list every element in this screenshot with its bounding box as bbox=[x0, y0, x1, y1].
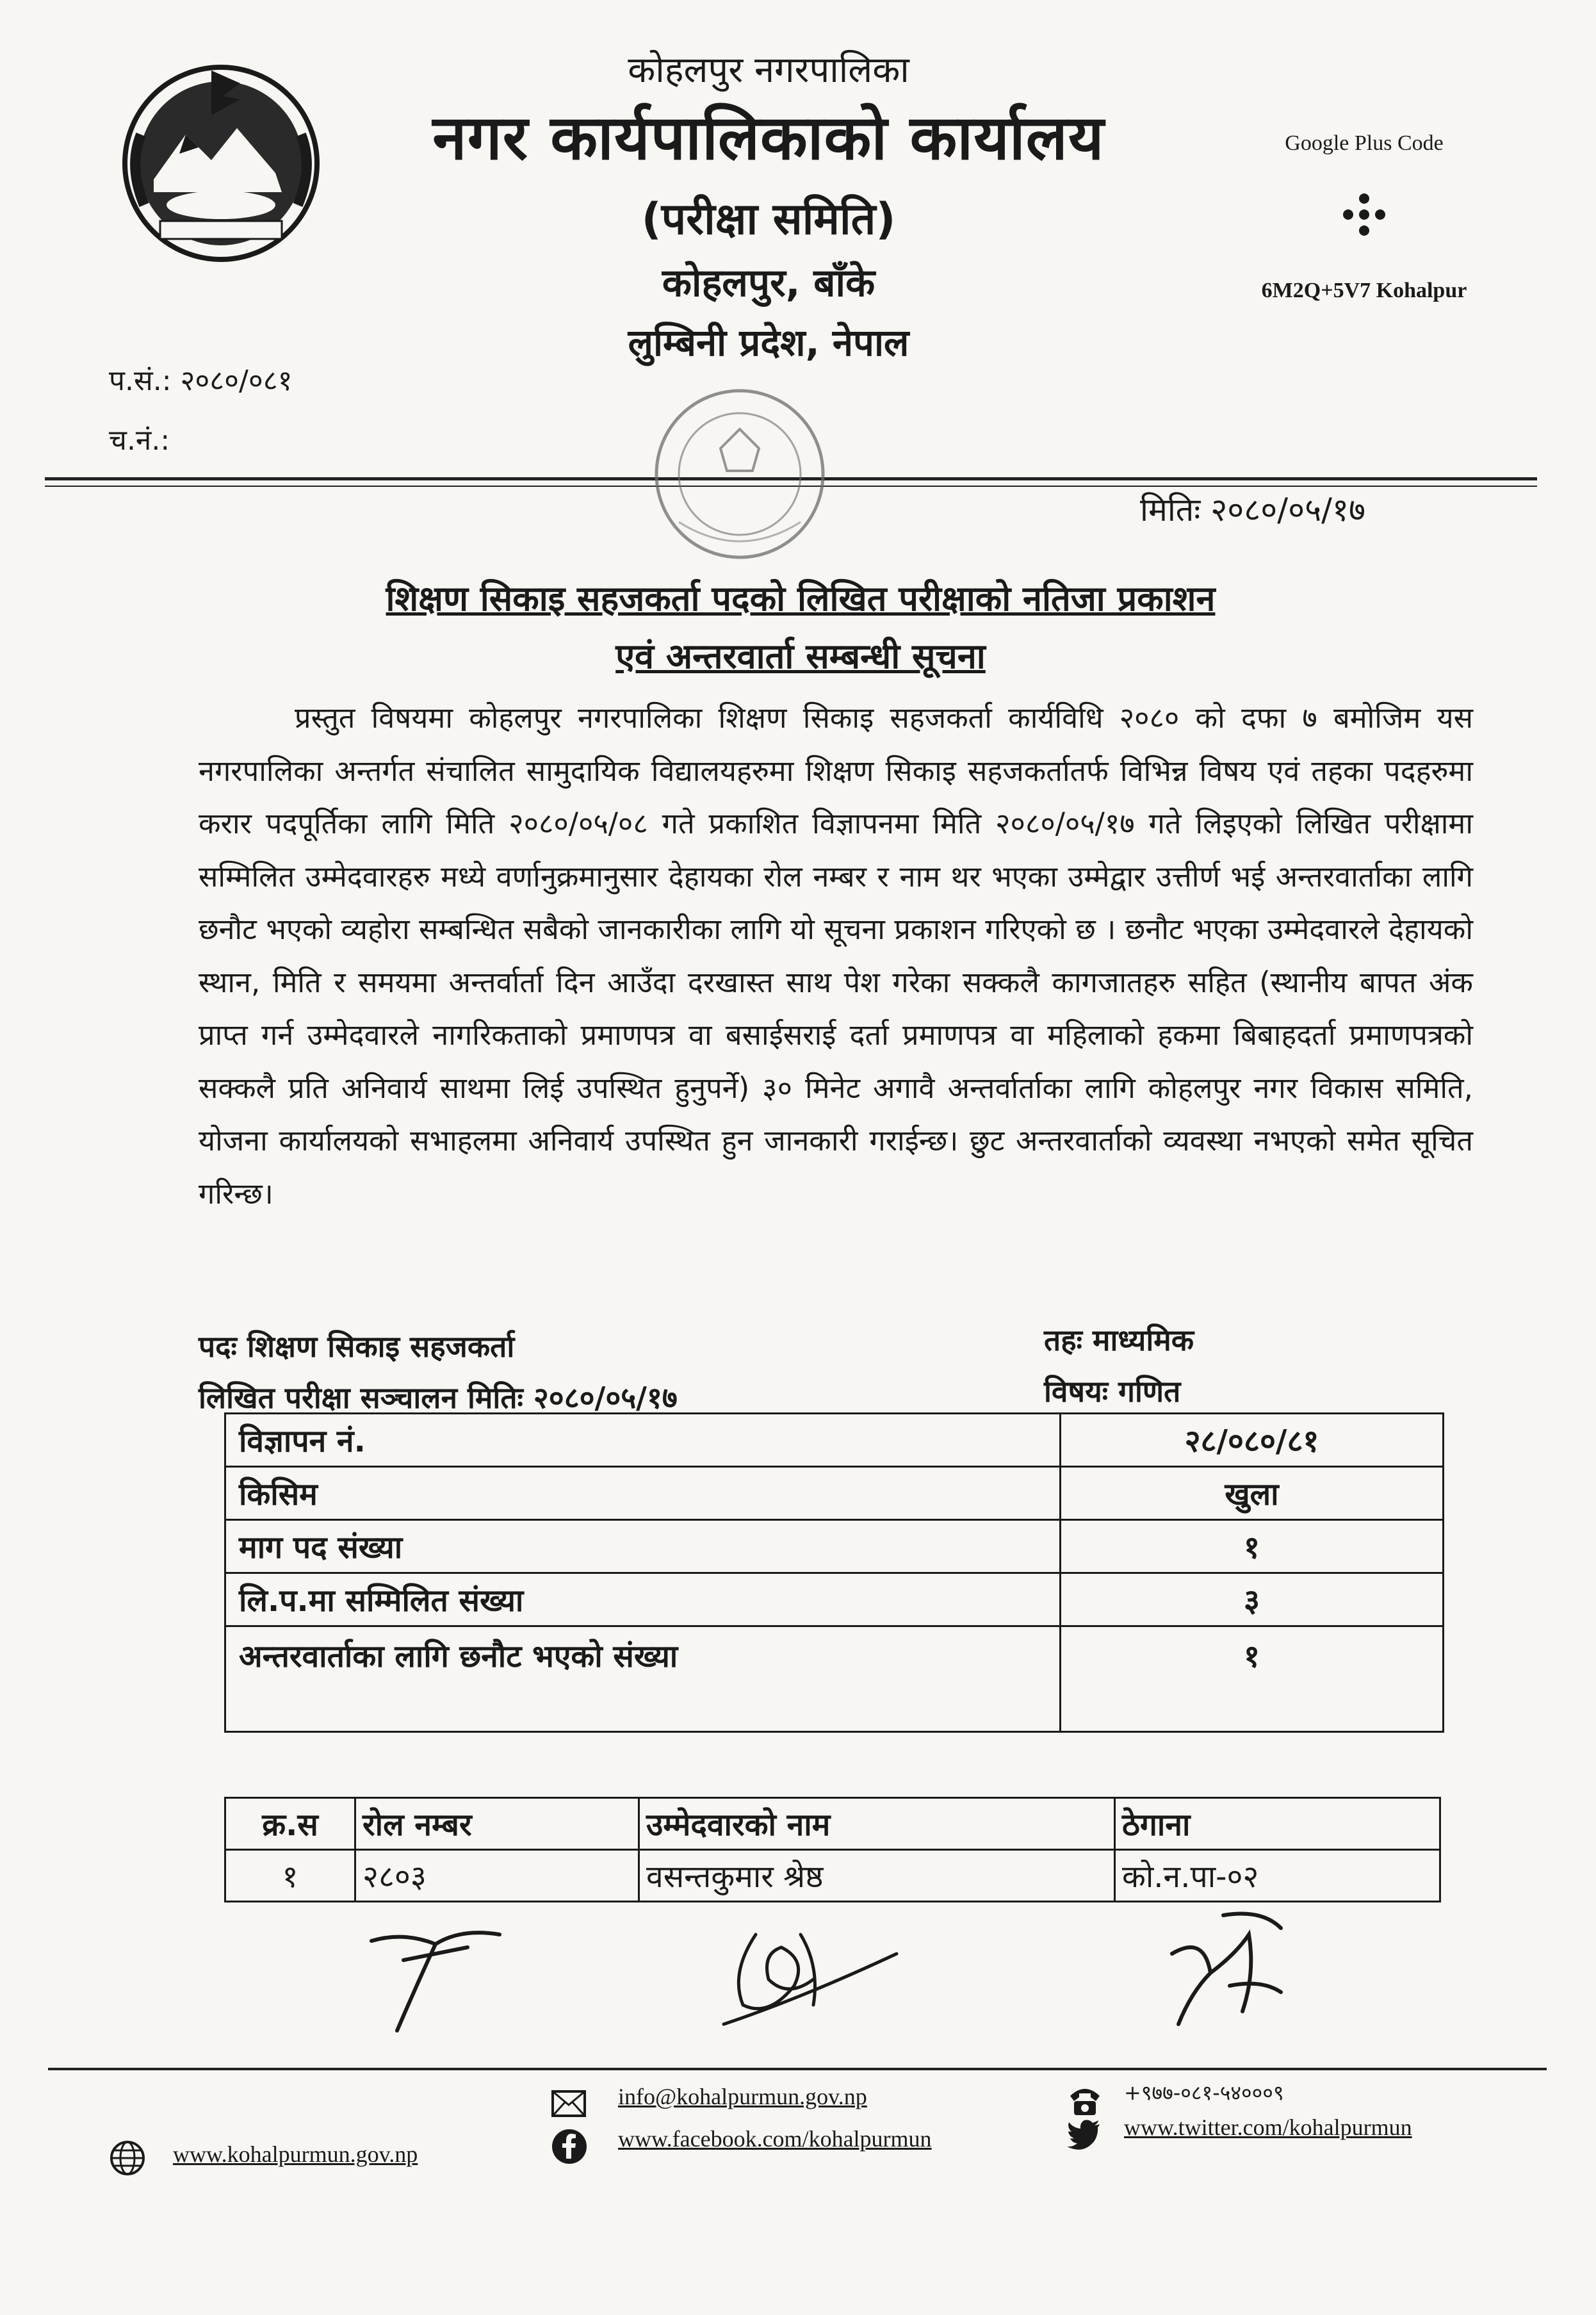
table-row bbox=[225, 1626, 1444, 1732]
letter-number: प.सं.: २०८०/०८१ bbox=[109, 364, 293, 397]
column-header: क्र.स bbox=[225, 1798, 355, 1850]
phone-icon bbox=[1066, 2082, 1103, 2119]
column-header: ठेगाना bbox=[1115, 1798, 1440, 1850]
phone-number: +९७७-०८१-५४०००९ bbox=[1124, 2081, 1284, 2105]
notice-date: मितिः २०८०/०५/१७ bbox=[1140, 491, 1365, 528]
mail-icon bbox=[551, 2090, 587, 2118]
office-stamp-icon bbox=[631, 378, 861, 570]
summary-value: २८/०८०/८१ bbox=[1061, 1414, 1444, 1467]
letterhead bbox=[359, 45, 1178, 372]
roll-number-cell: २८०३ bbox=[355, 1850, 639, 1902]
address-cell: को.न.पा-०२ bbox=[1115, 1850, 1440, 1902]
level-label: तहः माध्यमिक bbox=[1044, 1323, 1194, 1357]
post-label: पदः शिक्षण सिकाइ सहजकर्ता bbox=[199, 1329, 515, 1364]
table-row bbox=[225, 1467, 1444, 1520]
address-line-1: कोहलपुर, बाँके bbox=[662, 261, 875, 306]
address-line-2: लुम्बिनी प्रदेश, नेपाल bbox=[628, 321, 909, 364]
website-link[interactable]: www.kohalpurmun.gov.np bbox=[173, 2141, 418, 2167]
summary-value: १ bbox=[1061, 1626, 1444, 1732]
table-row bbox=[225, 1520, 1444, 1573]
plus-code: 6M2Q+5V7 Kohalpur bbox=[1261, 279, 1467, 302]
summary-value: खुला bbox=[1061, 1467, 1444, 1520]
summary-label: किसिम bbox=[225, 1467, 1061, 1520]
notice-title-line-1: शिक्षण सिकाइ सहजकर्ता पदको लिखित परीक्षाको नतिजा प्रकाशन bbox=[386, 578, 1216, 619]
table-row bbox=[225, 1850, 1440, 1902]
column-header: उम्मेदवारको नाम bbox=[639, 1798, 1115, 1850]
vacancy-summary-table bbox=[224, 1412, 1444, 1733]
facebook-icon bbox=[551, 2128, 588, 2165]
plus-code-icon bbox=[1335, 192, 1393, 237]
summary-label: लि.प.मा सम्मिलित संख्या bbox=[225, 1573, 1061, 1626]
twitter-icon bbox=[1066, 2115, 1103, 2152]
candidate-name-cell: वसन्तकुमार श्रेष्ठ bbox=[639, 1850, 1115, 1902]
column-header: रोल नम्बर bbox=[355, 1798, 639, 1850]
email-link[interactable]: info@kohalpurmun.gov.np bbox=[618, 2084, 867, 2109]
footer-divider bbox=[48, 2068, 1547, 2070]
facebook-link[interactable]: www.facebook.com/kohalpurmun bbox=[618, 2126, 932, 2152]
signature-3 bbox=[1153, 1896, 1300, 2050]
notice-body: प्रस्तुत विषयमा कोहलपुर नगरपालिका शिक्षण सिकाइ सहजकर्ता कार्यविधि २०८० को दफा ७ बमोजिम यस नगरपालिका अन्तर्गत संचालित सामुदायिक विद्यालयहरुमा शिक्षण सिकाइ सहजकर्तातर्फ विभिन्न विषय एवं तहका पदहरुमा करार पदपूर्तिका लागि मिति २०८०/०५/०८ गते प्रकाशित विज्ञापनमा मिति २०८०/०५/१७ गते लिइएको लिखित परीक्षामा सम्मिलित उम्मेदवारहरु मध्ये वर्णानुक्रमानुसार देहायका रोल नम्बर र नाम थर भएका उम्मेद्वार उत्तीर्ण भई अन्तरवार्ताका लागि छनौट भएको व्यहोरा सम्बन्धित सबैको जानकारीका लागि यो सूचना प्रकाशन गरिएको छ । छनौट भएका उम्मेदवारले देहायको स्थान, मिति र समयमा अन्तर्वार्ता दिन आउँदा दरखास्त साथ पेश गरेका सक्कलै कागजातहरु सहित (स्थानीय बापत अंक प्राप्त गर्न उम्मेदवारले नागरिकताको प्रमाणपत्र वा बसाईसराई दर्ता प्रमाणपत्र वा महिलाको हकमा बिबाहदर्ता प्रमाणपत्रको सक्कलै प्रति अनिवार्य साथमा लिई उपस्थित हुनुपर्ने) ३० मिनेट अगावै अन्तर्वार्ताका लागि कोहलपुर नगर विकास समिति, योजना कार्यालयको सभाहलमा अनिवार्य उपस्थित हुन जानकारी गराईन्छ। छुट अन्तरवार्ताको व्यवस्था नभएको समेत सूचित गरिन्छ। bbox=[199, 701, 1473, 1211]
government-emblem-icon bbox=[115, 58, 327, 269]
notice-title-line-2: एवं अन्तरवार्ता सम्बन्धी सूचना bbox=[615, 636, 986, 676]
signature-1 bbox=[359, 1915, 519, 2043]
summary-label: माग पद संख्या bbox=[225, 1520, 1061, 1573]
table-row bbox=[225, 1414, 1444, 1467]
table-header-row bbox=[225, 1798, 1440, 1850]
globe-icon bbox=[109, 2139, 146, 2177]
plus-code-label: Google Plus Code bbox=[1285, 131, 1444, 155]
summary-value: १ bbox=[1061, 1520, 1444, 1573]
twitter-link[interactable]: www.twitter.com/kohalpurmun bbox=[1124, 2115, 1412, 2140]
municipality-name: कोहलपुर नगरपालिका bbox=[628, 49, 909, 91]
subject-label: विषयः गणित bbox=[1044, 1374, 1181, 1409]
office-name: नगर कार्यपालिकाको कार्यालय bbox=[432, 102, 1105, 174]
table-row bbox=[225, 1573, 1444, 1626]
dispatch-number: च.नं.: bbox=[109, 424, 170, 457]
serial-cell: १ bbox=[225, 1850, 355, 1902]
selected-candidates-table bbox=[224, 1797, 1441, 1902]
summary-value: ३ bbox=[1061, 1573, 1444, 1626]
exam-date-label: लिखित परीक्षा सञ्चालन मितिः २०८०/०५/१७ bbox=[199, 1380, 678, 1415]
summary-label: अन्तरवार्ताका लागि छनौट भएको संख्या bbox=[225, 1626, 1061, 1732]
signature-2 bbox=[704, 1909, 916, 2050]
summary-label: विज्ञापन नं. bbox=[225, 1414, 1061, 1467]
committee-name: (परीक्षा समिति) bbox=[641, 194, 896, 245]
